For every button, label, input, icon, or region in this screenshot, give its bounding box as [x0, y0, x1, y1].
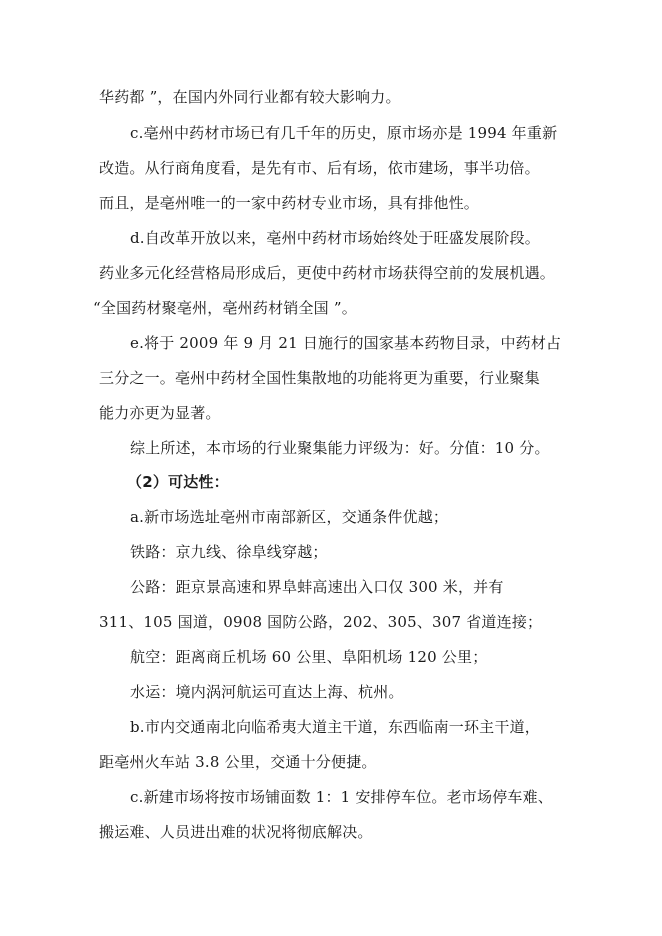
text-line-7: “全国药材聚亳州，亳州药材销全国 ”。	[93, 299, 357, 317]
text-line-14: 铁路：京九线、徐阜线穿越；	[130, 543, 328, 561]
text-line-8: e.将于 2009 年 9 月 21 日施行的国家基本药物目录，中药材占	[130, 334, 562, 352]
text-line-20: 距亳州火车站 3.8 公里，交通十分便捷。	[99, 753, 377, 771]
text-line-4: 而且，是亳州唯一的一家中药材专业市场，具有排他性。	[99, 194, 480, 212]
text-line-5: d.自改革开放以来，亳州中药材市场始终处于旺盛发展阶段。	[130, 229, 540, 247]
text-line-22: 搬运难、人员进出难的状况将彻底解决。	[99, 823, 373, 841]
text-line-21: c.新建市场将按市场铺面数 1：1 安排停车位。老市场停车难、	[130, 788, 553, 806]
text-line-16: 311、105 国道，0908 国防公路，202、305、307 省道连接；	[99, 613, 543, 631]
text-line-19: b.市内交通南北向临希夷大道主干道，东西临南一环主干道，	[130, 718, 540, 736]
text-line-18: 水运：境内涡河航运可直达上海、杭州。	[130, 683, 404, 701]
text-line-2: c.亳州中药材市场已有几千年的历史，原市场亦是 1994 年重新	[130, 124, 558, 142]
text-line-15: 公路：距京景高速和界阜蚌高速出入口仅 300 米，并有	[130, 578, 504, 596]
section-heading-accessibility: （2）可达性：	[127, 473, 229, 491]
text-line-9: 三分之一。亳州中药材全国性集散地的功能将更为重要，行业聚集	[99, 369, 540, 387]
text-line-11: 综上所述，本市场的行业聚集能力评级为：好。分值：10 分。	[130, 439, 550, 457]
text-line-17: 航空：距离商丘机场 60 公里、阜阳机场 120 公里；	[130, 648, 488, 666]
text-line-6: 药业多元化经营格局形成后，更使中药材市场获得空前的发展机遇。	[99, 264, 556, 282]
text-line-13: a.新市场选址亳州市南部新区，交通条件优越；	[130, 508, 449, 526]
text-line-1: 华药都 ”，在国内外同行业都有较大影响力。	[99, 88, 401, 106]
text-line-10: 能力亦更为显著。	[99, 404, 221, 422]
text-line-3: 改造。从行商角度看，是先有市、后有场，依市建场，事半功倍。	[99, 159, 540, 177]
